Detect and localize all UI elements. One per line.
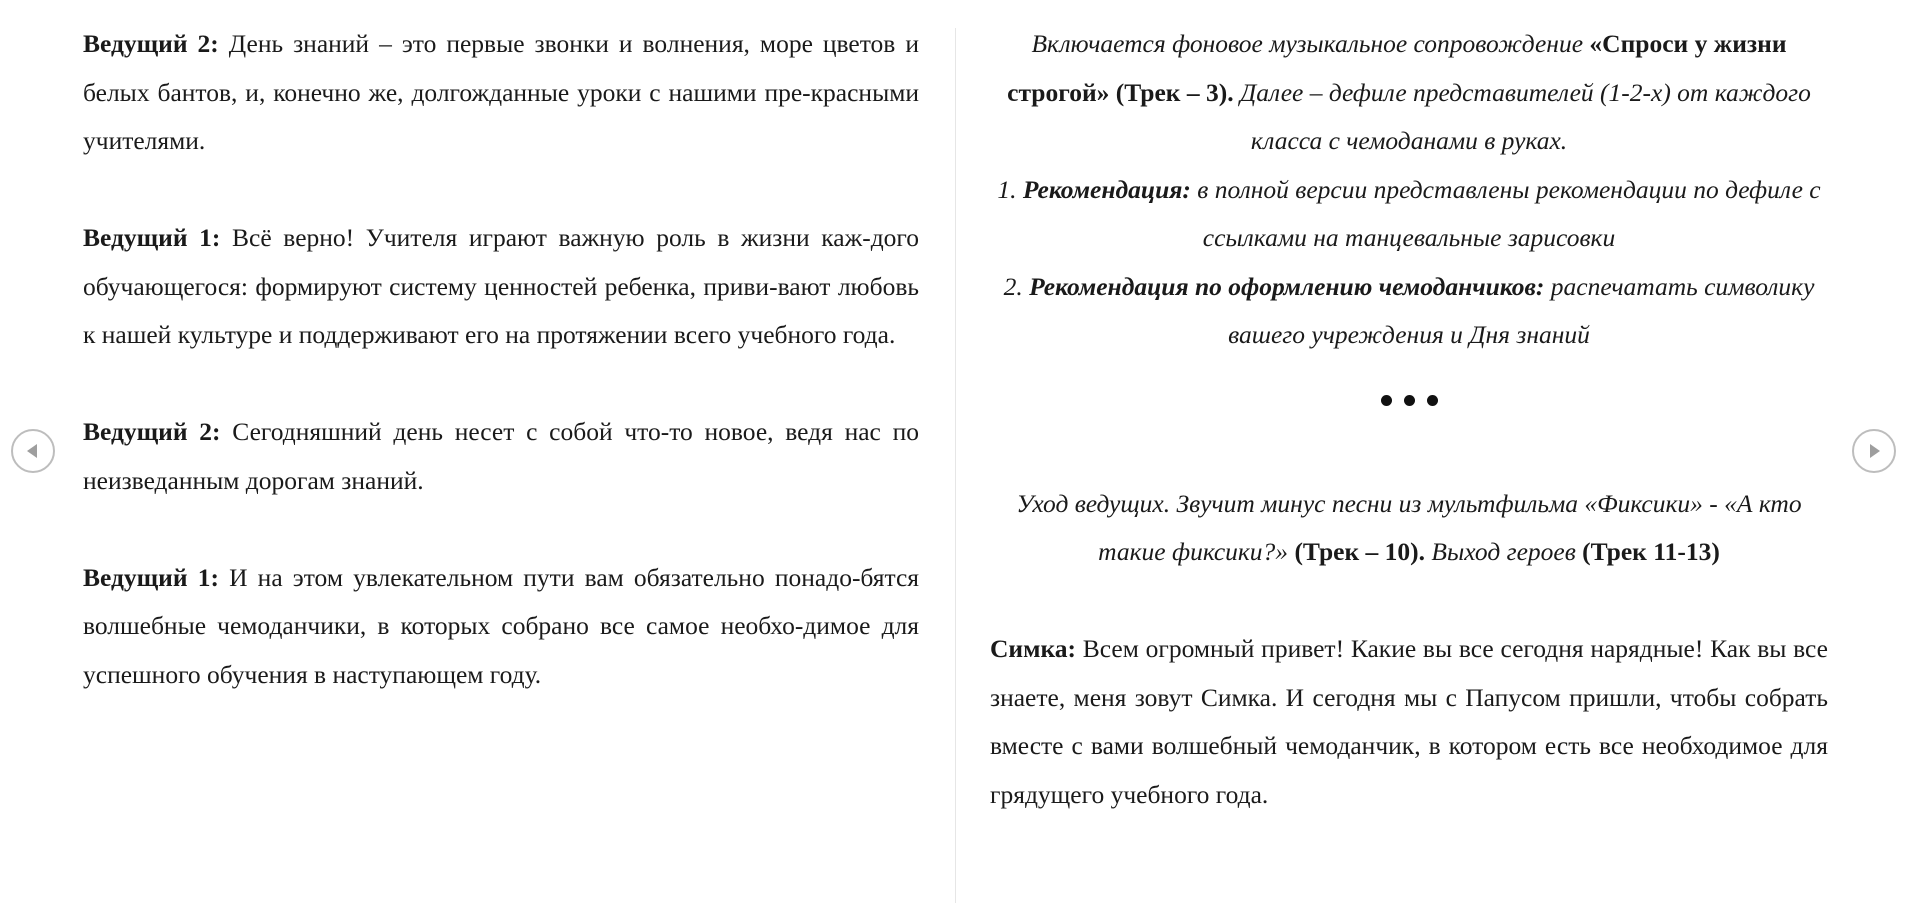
recommendation-text: в полной версии представлены рекомендации по дефиле с ссылками на танцевальные зарисовки <box>1190 174 1821 252</box>
recommendation-label: Рекомендация по оформлению чемоданчиков: <box>1029 271 1545 301</box>
ellipsis-separator-icon <box>990 360 1828 420</box>
recommendation-1 <box>990 166 1828 263</box>
chevron-right-icon <box>1854 431 1894 471</box>
paragraph-4 <box>83 554 919 700</box>
paragraph-text: День знаний – это первые звонки и волнения, море цветов и белых бантов, и, конечно же, долгожданные уроки с нашими пре-красными учителями. <box>83 29 919 155</box>
speaker-label: Ведущий 2: <box>83 417 221 446</box>
speaker-label: Ведущий 2: <box>83 29 219 58</box>
recommendation-text: распечатать символику вашего учреждения и Дня знаний <box>1228 271 1815 349</box>
page-divider <box>955 28 956 903</box>
recommendation-number: 2. <box>1003 271 1030 301</box>
paragraph-1 <box>83 20 919 166</box>
previous-page-button[interactable] <box>11 429 55 473</box>
next-page-button[interactable] <box>1852 429 1896 473</box>
recommendation-number: 1. <box>997 174 1023 204</box>
speaker-label: Симка: <box>990 634 1077 663</box>
speaker-label: Ведущий 1: <box>83 223 221 252</box>
paragraph-text: Всем огромный привет! Какие вы все сегодня нарядные! Как вы все знаете, меня зовут Симка. И сегодня мы с Папусом пришли, чтобы собрать вместе с вами волшебный чемоданчик, в котором есть все необходимое для грядущего учебного года. <box>990 634 1828 809</box>
chevron-left-icon <box>13 431 53 471</box>
paragraph-text: Сегодняшний день несет с собой что-то новое, ведя нас по неизведанным дорогам знаний. <box>83 417 919 495</box>
speaker-label: Ведущий 1: <box>83 562 219 592</box>
stage-direction-exit <box>990 480 1828 577</box>
paragraph-text: И на этом увлекательном пути вам обязательно понадо-бятся волшебные чемоданчики, в которых собрано все самое необхо-димое для успешного обучения в наступающем году. <box>83 562 919 689</box>
paragraph-3 <box>83 408 919 505</box>
paragraph-simka <box>990 625 1828 819</box>
recommendation-2 <box>990 263 1828 360</box>
paragraph-2 <box>83 214 919 360</box>
paragraph-text: Всё верно! Учителя играют важную роль в жизни каж-дого обучающегося: формируют систему ценностей ребенка, приви-вают любовь к нашей культуре и поддерживают его на протяжении всего учебного года. <box>83 223 919 349</box>
direction-text: Включается фоновое музыкальное сопровождение <box>1031 29 1590 58</box>
track-label: (Трек 11-13) <box>1575 537 1720 566</box>
stage-direction-intro <box>990 20 1828 166</box>
direction-text: Уход ведущих. Звучит минус песни из мультфильма «Фиксики» - «А кто такие фиксики?» <box>1016 488 1802 566</box>
direction-text: Выход героев <box>1425 537 1576 566</box>
left-page <box>83 20 919 699</box>
recommendation-label: Рекомендация: <box>1022 174 1191 204</box>
track-label: (Трек – 10). <box>1288 537 1426 566</box>
track-label: «Спроси у жизни строгой» (Трек – 3). <box>1007 29 1787 107</box>
right-page <box>990 20 1828 819</box>
direction-text: Далее – дефиле представителей (1-2-х) от каждого класса с чемоданами в руках. <box>1233 77 1811 155</box>
